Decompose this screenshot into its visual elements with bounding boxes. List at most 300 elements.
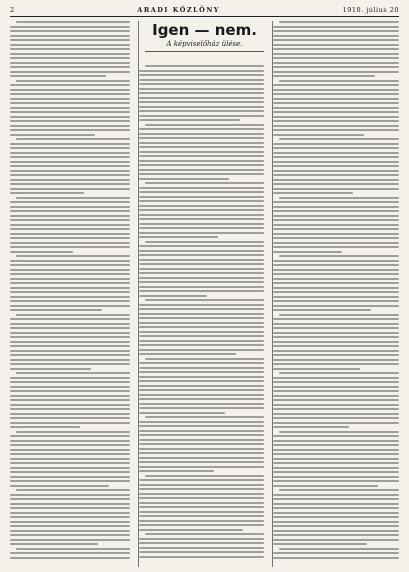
column-right-text: [273, 21, 399, 567]
illegible-text-line: [139, 331, 265, 333]
illegible-text-line: [139, 254, 265, 256]
illegible-text-line: [273, 156, 399, 158]
illegible-text-line: [139, 430, 265, 432]
illegible-text-line: [273, 323, 399, 325]
illegible-text-line: [273, 552, 399, 554]
illegible-text-line: [279, 197, 399, 199]
illegible-text-line: [139, 520, 265, 522]
illegible-text-line: [273, 30, 399, 32]
illegible-text-line: [10, 332, 130, 334]
illegible-text-line: [10, 120, 130, 122]
illegible-text-line: [10, 462, 130, 464]
illegible-text-line: [10, 422, 130, 424]
illegible-text-line: [10, 210, 130, 212]
illegible-text-line: [273, 525, 399, 527]
illegible-text-line: [10, 179, 130, 181]
illegible-text-line: [273, 273, 399, 275]
illegible-text-line: [273, 449, 399, 451]
illegible-text-line: [139, 115, 265, 117]
illegible-text-line: [279, 489, 399, 491]
illegible-text-line: [10, 467, 130, 469]
illegible-text-line: [139, 403, 265, 405]
illegible-text-line: [139, 74, 265, 76]
illegible-text-line: [10, 543, 98, 545]
illegible-text-line: [273, 327, 399, 329]
illegible-text-line: [145, 124, 265, 126]
illegible-text-line: [273, 417, 399, 419]
illegible-text-line: [139, 191, 265, 193]
illegible-text-line: [10, 359, 130, 361]
illegible-text-line: [10, 170, 130, 172]
illegible-text-line: [10, 480, 130, 482]
illegible-text-line: [10, 552, 130, 554]
illegible-text-line: [273, 120, 399, 122]
illegible-text-line: [273, 300, 399, 302]
illegible-text-line: [273, 296, 399, 298]
illegible-text-line: [139, 398, 265, 400]
illegible-text-line: [273, 350, 399, 352]
illegible-text-line: [10, 246, 130, 248]
illegible-text-line: [273, 269, 399, 271]
illegible-text-line: [139, 502, 265, 504]
illegible-text-line: [139, 308, 265, 310]
illegible-text-line: [139, 205, 265, 207]
illegible-text-line: [139, 83, 265, 85]
illegible-text-line: [10, 498, 130, 500]
illegible-text-line: [273, 354, 399, 356]
illegible-text-line: [10, 26, 130, 28]
illegible-text-line: [273, 246, 399, 248]
illegible-text-line: [10, 44, 130, 46]
illegible-text-line: [273, 404, 399, 406]
illegible-text-line: [10, 408, 130, 410]
illegible-text-line: [139, 443, 265, 445]
illegible-text-line: [10, 98, 130, 100]
illegible-text-line: [16, 255, 130, 257]
illegible-text-line: [139, 538, 265, 540]
illegible-text-line: [139, 529, 244, 531]
illegible-text-line: [10, 188, 130, 190]
illegible-text-line: [273, 440, 399, 442]
illegible-text-line: [145, 358, 265, 360]
illegible-text-line: [273, 426, 349, 428]
illegible-text-line: [139, 290, 265, 292]
illegible-text-line: [273, 444, 399, 446]
illegible-text-line: [139, 151, 265, 153]
illegible-text-line: [273, 224, 399, 226]
illegible-text-line: [273, 93, 399, 95]
illegible-text-line: [10, 84, 130, 86]
illegible-text-line: [10, 557, 130, 559]
illegible-text-line: [273, 201, 399, 203]
illegible-text-line: [10, 323, 130, 325]
illegible-text-line: [273, 462, 399, 464]
illegible-text-line: [139, 322, 265, 324]
illegible-text-line: [273, 188, 399, 190]
illegible-text-line: [273, 228, 399, 230]
illegible-text-line: [10, 399, 130, 401]
illegible-text-line: [139, 272, 265, 274]
column-middle-text: [139, 65, 265, 567]
illegible-text-line: [273, 453, 399, 455]
illegible-text-line: [139, 169, 265, 171]
illegible-text-line: [139, 137, 265, 139]
illegible-text-line: [10, 107, 130, 109]
illegible-text-line: [273, 395, 399, 397]
illegible-text-line: [139, 551, 265, 553]
illegible-text-line: [139, 394, 265, 396]
illegible-text-line: [273, 539, 399, 541]
illegible-text-line: [10, 377, 130, 379]
illegible-text-line: [10, 404, 130, 406]
illegible-text-line: [139, 344, 265, 346]
illegible-text-line: [10, 300, 130, 302]
illegible-text-line: [10, 318, 130, 320]
illegible-text-line: [16, 431, 130, 433]
illegible-text-line: [273, 521, 399, 523]
illegible-text-line: [139, 479, 265, 481]
illegible-text-line: [279, 372, 399, 374]
illegible-text-line: [273, 107, 399, 109]
illegible-text-line: [16, 548, 130, 550]
illegible-text-line: [10, 237, 130, 239]
illegible-text-line: [273, 98, 399, 100]
illegible-text-line: [273, 480, 399, 482]
illegible-text-line: [279, 548, 399, 550]
illegible-text-line: [139, 164, 265, 166]
illegible-text-line: [273, 260, 399, 262]
illegible-text-line: [279, 21, 399, 23]
illegible-text-line: [16, 21, 130, 23]
illegible-text-line: [145, 416, 265, 418]
illegible-text-line: [273, 543, 367, 545]
illegible-text-line: [273, 359, 399, 361]
illegible-text-line: [10, 161, 130, 163]
illegible-text-line: [139, 268, 265, 270]
illegible-text-line: [273, 35, 399, 37]
illegible-text-line: [10, 264, 130, 266]
illegible-text-line: [273, 363, 399, 365]
illegible-text-line: [16, 314, 130, 316]
illegible-text-line: [10, 458, 130, 460]
illegible-text-line: [273, 170, 399, 172]
masthead: [10, 6, 399, 17]
illegible-text-line: [10, 183, 130, 185]
illegible-text-line: [139, 79, 265, 81]
illegible-text-line: [139, 101, 265, 103]
newspaper-title: ARADI KÖZLÖNY: [137, 6, 220, 14]
illegible-text-line: [10, 539, 130, 541]
illegible-text-line: [139, 227, 265, 229]
illegible-text-line: [273, 48, 399, 50]
illegible-text-line: [273, 318, 399, 320]
illegible-text-line: [139, 286, 265, 288]
illegible-text-line: [10, 129, 130, 131]
illegible-text-line: [10, 152, 130, 154]
illegible-text-line: [10, 386, 130, 388]
illegible-text-line: [139, 556, 265, 558]
illegible-text-line: [10, 381, 130, 383]
illegible-text-line: [10, 426, 80, 428]
illegible-text-line: [139, 92, 265, 94]
illegible-text-line: [139, 119, 241, 121]
illegible-text-line: [139, 389, 265, 391]
illegible-text-line: [10, 309, 102, 311]
illegible-text-line: [273, 458, 399, 460]
illegible-text-line: [10, 471, 130, 473]
illegible-text-line: [273, 242, 399, 244]
illegible-text-line: [145, 241, 265, 243]
illegible-text-line: [10, 125, 130, 127]
headline-rule: [145, 51, 265, 52]
illegible-text-line: [139, 281, 265, 283]
illegible-text-line: [273, 233, 399, 235]
illegible-text-line: [139, 493, 265, 495]
illegible-text-line: [139, 214, 265, 216]
illegible-text-line: [139, 236, 219, 238]
illegible-text-line: [10, 291, 130, 293]
illegible-text-line: [10, 440, 130, 442]
illegible-text-line: [279, 314, 399, 316]
illegible-text-line: [139, 470, 215, 472]
illegible-text-line: [139, 232, 265, 234]
illegible-text-line: [273, 125, 399, 127]
illegible-text-line: [273, 503, 399, 505]
illegible-text-line: [10, 116, 130, 118]
illegible-text-line: [139, 371, 265, 373]
illegible-text-line: [273, 192, 353, 194]
illegible-text-line: [139, 200, 265, 202]
illegible-text-line: [273, 408, 399, 410]
illegible-text-line: [139, 263, 265, 265]
illegible-text-line: [139, 173, 265, 175]
illegible-text-line: [10, 449, 130, 451]
illegible-text-line: [10, 224, 130, 226]
illegible-text-line: [139, 511, 265, 513]
illegible-text-line: [145, 533, 265, 535]
illegible-text-line: [273, 386, 399, 388]
illegible-text-line: [10, 476, 130, 478]
illegible-text-line: [139, 277, 265, 279]
illegible-text-line: [10, 165, 130, 167]
illegible-text-line: [273, 165, 399, 167]
illegible-text-line: [10, 485, 109, 487]
illegible-text-line: [273, 179, 399, 181]
column-middle: [138, 21, 265, 567]
illegible-text-line: [10, 507, 130, 509]
illegible-text-line: [139, 497, 265, 499]
illegible-text-line: [145, 182, 265, 184]
illegible-text-line: [10, 278, 130, 280]
illegible-text-line: [10, 345, 130, 347]
illegible-text-line: [273, 174, 399, 176]
illegible-text-line: [10, 327, 130, 329]
illegible-text-line: [139, 70, 265, 72]
illegible-text-line: [139, 178, 230, 180]
illegible-text-line: [10, 93, 130, 95]
illegible-text-line: [139, 367, 265, 369]
illegible-text-line: [139, 434, 265, 436]
illegible-text-line: [273, 210, 399, 212]
headline: Igen — nem.: [152, 21, 257, 39]
subheadline: A képviselőház ülése.: [166, 40, 243, 48]
illegible-text-line: [10, 273, 130, 275]
illegible-text-line: [10, 201, 130, 203]
illegible-text-line: [139, 146, 265, 148]
illegible-text-line: [10, 296, 130, 298]
illegible-text-line: [139, 425, 265, 427]
illegible-text-line: [279, 431, 399, 433]
illegible-text-line: [139, 155, 265, 157]
illegible-text-line: [10, 512, 130, 514]
illegible-text-line: [10, 530, 130, 532]
illegible-text-line: [16, 80, 130, 82]
column-left: [10, 21, 130, 567]
illegible-text-line: [10, 48, 130, 50]
illegible-text-line: [145, 299, 265, 301]
illegible-text-line: [273, 305, 399, 307]
illegible-text-line: [273, 494, 399, 496]
illegible-text-line: [139, 295, 208, 297]
illegible-text-line: [10, 57, 130, 59]
illegible-text-line: [10, 336, 130, 338]
illegible-text-line: [139, 223, 265, 225]
illegible-text-line: [273, 102, 399, 104]
illegible-text-line: [10, 453, 130, 455]
illegible-text-line: [273, 237, 399, 239]
illegible-text-line: [273, 341, 399, 343]
illegible-text-line: [273, 476, 399, 478]
illegible-text-line: [10, 534, 130, 536]
illegible-text-line: [139, 421, 265, 423]
illegible-text-line: [10, 219, 130, 221]
illegible-text-line: [10, 53, 130, 55]
illegible-text-line: [273, 206, 399, 208]
illegible-text-line: [273, 264, 399, 266]
illegible-text-line: [145, 475, 265, 477]
illegible-text-line: [10, 174, 130, 176]
illegible-text-line: [273, 53, 399, 55]
illegible-text-line: [273, 183, 399, 185]
illegible-text-line: [139, 484, 265, 486]
illegible-text-line: [10, 147, 130, 149]
illegible-text-line: [273, 309, 371, 311]
illegible-text-line: [273, 278, 399, 280]
illegible-text-line: [10, 305, 130, 307]
illegible-text-line: [139, 385, 265, 387]
illegible-text-line: [273, 71, 399, 73]
illegible-text-line: [139, 88, 265, 90]
illegible-text-line: [139, 461, 265, 463]
illegible-text-line: [273, 498, 399, 500]
illegible-text-line: [273, 39, 399, 41]
illegible-text-line: [139, 547, 265, 549]
illegible-text-line: [139, 313, 265, 315]
illegible-text-line: [10, 368, 91, 370]
illegible-text-line: [273, 435, 399, 437]
illegible-text-line: [273, 66, 399, 68]
illegible-text-line: [273, 413, 399, 415]
illegible-text-line: [10, 269, 130, 271]
illegible-text-line: [10, 444, 130, 446]
illegible-text-line: [139, 407, 265, 409]
illegible-text-line: [10, 30, 130, 32]
illegible-text-line: [10, 525, 130, 527]
illegible-text-line: [10, 287, 130, 289]
illegible-text-line: [273, 332, 399, 334]
illegible-text-line: [139, 317, 265, 319]
illegible-text-line: [139, 542, 265, 544]
illegible-text-line: [10, 282, 130, 284]
illegible-text-line: [10, 521, 130, 523]
illegible-text-line: [10, 143, 130, 145]
illegible-text-line: [139, 250, 265, 252]
page-number: 2: [10, 6, 15, 14]
illegible-text-line: [273, 282, 399, 284]
illegible-text-line: [139, 133, 265, 135]
illegible-text-line: [139, 304, 265, 306]
illegible-text-line: [10, 413, 130, 415]
illegible-text-line: [139, 412, 226, 414]
illegible-text-line: [16, 489, 130, 491]
illegible-text-line: [10, 494, 130, 496]
illegible-text-line: [139, 439, 265, 441]
illegible-text-line: [273, 75, 375, 77]
illegible-text-line: [139, 353, 237, 355]
illegible-text-line: [139, 524, 265, 526]
illegible-text-line: [10, 66, 130, 68]
columns: [10, 21, 399, 567]
illegible-text-line: [273, 485, 378, 487]
illegible-text-line: [10, 156, 130, 158]
illegible-text-line: [139, 488, 265, 490]
illegible-text-line: [273, 251, 342, 253]
illegible-text-line: [10, 395, 130, 397]
illegible-text-line: [273, 57, 399, 59]
illegible-text-line: [273, 219, 399, 221]
illegible-text-line: [273, 143, 399, 145]
illegible-text-line: [10, 71, 130, 73]
illegible-text-line: [139, 259, 265, 261]
illegible-text-line: [273, 557, 399, 559]
illegible-text-line: [273, 291, 399, 293]
illegible-text-line: [10, 228, 130, 230]
illegible-text-line: [139, 142, 265, 144]
illegible-text-line: [10, 35, 130, 37]
illegible-text-line: [10, 206, 130, 208]
illegible-text-line: [139, 128, 265, 130]
illegible-text-line: [139, 380, 265, 382]
illegible-text-line: [10, 503, 130, 505]
illegible-text-line: [273, 161, 399, 163]
illegible-text-line: [10, 192, 84, 194]
illegible-text-line: [273, 152, 399, 154]
column-left-text: [10, 21, 130, 567]
illegible-text-line: [139, 457, 265, 459]
illegible-text-line: [273, 287, 399, 289]
illegible-text-line: [139, 349, 265, 351]
illegible-text-line: [273, 89, 399, 91]
illegible-text-line: [273, 129, 399, 131]
illegible-text-line: [139, 209, 265, 211]
illegible-text-line: [10, 260, 130, 262]
illegible-text-line: [10, 75, 106, 77]
illegible-text-line: [273, 111, 399, 113]
illegible-text-line: [10, 89, 130, 91]
illegible-text-line: [10, 354, 130, 356]
illegible-text-line: [10, 435, 130, 437]
illegible-text-line: [273, 84, 399, 86]
